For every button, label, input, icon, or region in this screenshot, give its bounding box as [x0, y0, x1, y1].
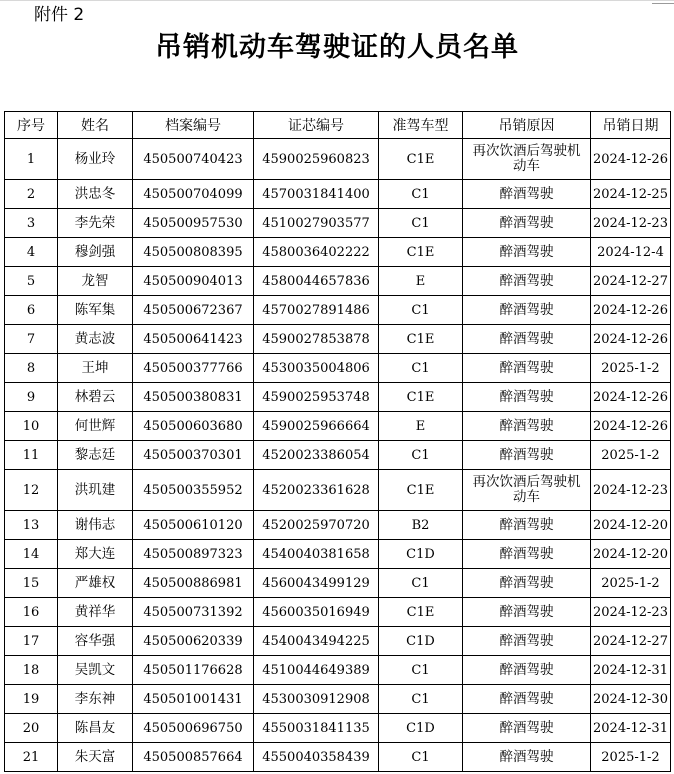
cell-reason: 醉酒驾驶 — [463, 267, 591, 296]
header-cell: 吊销日期 — [591, 112, 671, 139]
cell-core-number: 4530035004806 — [254, 354, 379, 383]
cell-reason: 醉酒驾驶 — [463, 743, 591, 772]
cell-vehicle-type: C1 — [379, 685, 463, 714]
cell-seq: 20 — [5, 714, 58, 743]
header-cell: 档案编号 — [133, 112, 254, 139]
cell-date: 2024-12-26 — [591, 412, 671, 441]
cell-file-number: 450500603680 — [133, 412, 254, 441]
cell-reason: 醉酒驾驶 — [463, 569, 591, 598]
header-cell: 准驾车型 — [379, 112, 463, 139]
cell-file-number: 450500897323 — [133, 540, 254, 569]
cell-reason: 再次饮酒后驾驶机动车 — [463, 470, 591, 511]
table-row — [5, 656, 671, 685]
cell-name: 谢伟志 — [58, 511, 133, 540]
cell-reason: 醉酒驾驶 — [463, 598, 591, 627]
cell-reason: 醉酒驾驶 — [463, 511, 591, 540]
cell-seq: 2 — [5, 180, 58, 209]
table-row — [5, 325, 671, 354]
cell-core-number: 4520023386054 — [254, 441, 379, 470]
table-row — [5, 383, 671, 412]
cell-name: 穆剑强 — [58, 238, 133, 267]
cell-name: 林碧云 — [58, 383, 133, 412]
cell-seq: 7 — [5, 325, 58, 354]
cell-core-number: 4590025953748 — [254, 383, 379, 412]
table-row — [5, 470, 671, 511]
cell-vehicle-type: C1 — [379, 209, 463, 238]
cell-date: 2024-12-31 — [591, 714, 671, 743]
cell-date: 2024-12-26 — [591, 325, 671, 354]
cell-reason: 醉酒驾驶 — [463, 180, 591, 209]
table-row — [5, 511, 671, 540]
cell-name: 容华强 — [58, 627, 133, 656]
cell-seq: 21 — [5, 743, 58, 772]
cell-date: 2024-12-20 — [591, 511, 671, 540]
cell-core-number: 4530030912908 — [254, 685, 379, 714]
cell-core-number: 4510027903577 — [254, 209, 379, 238]
cell-seq: 11 — [5, 441, 58, 470]
cell-core-number: 4560043499129 — [254, 569, 379, 598]
cell-date: 2024-12-27 — [591, 267, 671, 296]
cell-file-number: 450500740423 — [133, 139, 254, 180]
cell-vehicle-type: C1E — [379, 139, 463, 180]
cell-file-number: 450500904013 — [133, 267, 254, 296]
cell-reason: 再次饮酒后驾驶机动车 — [463, 139, 591, 180]
cell-seq: 12 — [5, 470, 58, 511]
attachment-label: 附件 2 — [34, 5, 85, 25]
table-row — [5, 296, 671, 325]
cell-name: 黄志波 — [58, 325, 133, 354]
cell-date: 2025-1-2 — [591, 569, 671, 598]
cell-vehicle-type: E — [379, 267, 463, 296]
cell-core-number: 4520025970720 — [254, 511, 379, 540]
cell-seq: 14 — [5, 540, 58, 569]
cell-core-number: 4540040381658 — [254, 540, 379, 569]
cell-reason: 醉酒驾驶 — [463, 238, 591, 267]
cell-date: 2024-12-30 — [591, 685, 671, 714]
table-row — [5, 569, 671, 598]
cell-file-number: 450500370301 — [133, 441, 254, 470]
cell-vehicle-type: C1D — [379, 627, 463, 656]
header-cell: 姓名 — [58, 112, 133, 139]
cell-vehicle-type: C1E — [379, 325, 463, 354]
table-row — [5, 209, 671, 238]
cell-date: 2024-12-23 — [591, 470, 671, 511]
table-row — [5, 540, 671, 569]
cell-seq: 4 — [5, 238, 58, 267]
cell-file-number: 450500672367 — [133, 296, 254, 325]
cell-seq: 13 — [5, 511, 58, 540]
cell-core-number: 4590025960823 — [254, 139, 379, 180]
cell-seq: 5 — [5, 267, 58, 296]
cell-file-number: 450500704099 — [133, 180, 254, 209]
cell-name: 吴凯文 — [58, 656, 133, 685]
cell-name: 龙智 — [58, 267, 133, 296]
cell-seq: 19 — [5, 685, 58, 714]
cell-reason: 醉酒驾驶 — [463, 627, 591, 656]
cell-date: 2024-12-25 — [591, 180, 671, 209]
cell-seq: 16 — [5, 598, 58, 627]
cell-vehicle-type: B2 — [379, 511, 463, 540]
cell-name: 严雄权 — [58, 569, 133, 598]
cell-core-number: 4580036402222 — [254, 238, 379, 267]
cell-reason: 醉酒驾驶 — [463, 354, 591, 383]
cell-file-number: 450500857664 — [133, 743, 254, 772]
cell-date: 2024-12-31 — [591, 656, 671, 685]
cell-vehicle-type: C1 — [379, 180, 463, 209]
cell-core-number: 4550031841135 — [254, 714, 379, 743]
cell-date: 2024-12-27 — [591, 627, 671, 656]
cell-core-number: 4550040358439 — [254, 743, 379, 772]
cell-seq: 15 — [5, 569, 58, 598]
cell-file-number: 450500380831 — [133, 383, 254, 412]
cell-date: 2024-12-23 — [591, 598, 671, 627]
cell-file-number: 450500641423 — [133, 325, 254, 354]
cell-core-number: 4520023361628 — [254, 470, 379, 511]
cell-seq: 10 — [5, 412, 58, 441]
cell-vehicle-type: C1 — [379, 656, 463, 685]
cell-reason: 醉酒驾驶 — [463, 412, 591, 441]
cell-core-number: 4580044657836 — [254, 267, 379, 296]
cell-vehicle-type: C1 — [379, 441, 463, 470]
cell-reason: 醉酒驾驶 — [463, 441, 591, 470]
cell-date: 2024-12-26 — [591, 139, 671, 180]
cell-date: 2024-12-26 — [591, 296, 671, 325]
cell-seq: 17 — [5, 627, 58, 656]
cell-core-number: 4540043494225 — [254, 627, 379, 656]
cell-reason: 醉酒驾驶 — [463, 540, 591, 569]
table-row — [5, 627, 671, 656]
cell-file-number: 450501001431 — [133, 685, 254, 714]
table-header-row — [5, 112, 671, 139]
cell-reason: 醉酒驾驶 — [463, 325, 591, 354]
cell-date: 2025-1-2 — [591, 743, 671, 772]
cell-vehicle-type: E — [379, 412, 463, 441]
page-corner-mark — [652, 0, 674, 4]
cell-vehicle-type: C1E — [379, 238, 463, 267]
cell-vehicle-type: C1D — [379, 714, 463, 743]
header-cell: 吊销原因 — [463, 112, 591, 139]
cell-reason: 醉酒驾驶 — [463, 685, 591, 714]
cell-name: 陈军集 — [58, 296, 133, 325]
cell-name: 何世辉 — [58, 412, 133, 441]
cell-seq: 8 — [5, 354, 58, 383]
cell-date: 2024-12-4 — [591, 238, 671, 267]
cell-name: 李东神 — [58, 685, 133, 714]
cell-core-number: 4560035016949 — [254, 598, 379, 627]
cell-name: 陈昌友 — [58, 714, 133, 743]
cell-name: 郑大连 — [58, 540, 133, 569]
cell-file-number: 450500620339 — [133, 627, 254, 656]
cell-seq: 3 — [5, 209, 58, 238]
cell-vehicle-type: C1 — [379, 569, 463, 598]
table-row — [5, 139, 671, 180]
cell-date: 2024-12-26 — [591, 383, 671, 412]
cell-file-number: 450500355952 — [133, 470, 254, 511]
table-row — [5, 714, 671, 743]
cell-core-number: 4570031841400 — [254, 180, 379, 209]
cell-vehicle-type: C1E — [379, 383, 463, 412]
cell-name: 王坤 — [58, 354, 133, 383]
cell-file-number: 450500377766 — [133, 354, 254, 383]
cell-date: 2025-1-2 — [591, 354, 671, 383]
cell-core-number: 4590027853878 — [254, 325, 379, 354]
cell-file-number: 450500886981 — [133, 569, 254, 598]
cell-reason: 醉酒驾驶 — [463, 656, 591, 685]
cell-file-number: 450500808395 — [133, 238, 254, 267]
page-top-border — [0, 0, 674, 1]
cell-name: 李先荣 — [58, 209, 133, 238]
header-cell: 证芯编号 — [254, 112, 379, 139]
cell-file-number: 450500731392 — [133, 598, 254, 627]
table-row — [5, 598, 671, 627]
cell-reason: 醉酒驾驶 — [463, 296, 591, 325]
cell-vehicle-type: C1E — [379, 470, 463, 511]
cell-seq: 1 — [5, 139, 58, 180]
cell-name: 朱天富 — [58, 743, 133, 772]
cell-reason: 醉酒驾驶 — [463, 209, 591, 238]
cell-core-number: 4590025966664 — [254, 412, 379, 441]
cell-date: 2025-1-2 — [591, 441, 671, 470]
table-row — [5, 685, 671, 714]
cell-vehicle-type: C1E — [379, 598, 463, 627]
cell-name: 洪忠冬 — [58, 180, 133, 209]
cell-reason: 醉酒驾驶 — [463, 714, 591, 743]
table-row — [5, 441, 671, 470]
cell-name: 洪玑建 — [58, 470, 133, 511]
cell-name: 杨业玲 — [58, 139, 133, 180]
cell-reason: 醉酒驾驶 — [463, 383, 591, 412]
table-row — [5, 354, 671, 383]
cell-name: 黄祥华 — [58, 598, 133, 627]
table-row — [5, 180, 671, 209]
table-row — [5, 238, 671, 267]
cell-file-number: 450500610120 — [133, 511, 254, 540]
revocation-table — [4, 111, 671, 772]
document-title: 吊销机动车驾驶证的人员名单 — [155, 32, 519, 63]
cell-file-number: 450500957530 — [133, 209, 254, 238]
cell-core-number: 4570027891486 — [254, 296, 379, 325]
cell-vehicle-type: C1 — [379, 354, 463, 383]
cell-seq: 9 — [5, 383, 58, 412]
header-cell: 序号 — [5, 112, 58, 139]
table-row — [5, 743, 671, 772]
cell-vehicle-type: C1 — [379, 743, 463, 772]
table-row — [5, 267, 671, 296]
cell-vehicle-type: C1D — [379, 540, 463, 569]
cell-date: 2024-12-23 — [591, 209, 671, 238]
cell-vehicle-type: C1 — [379, 296, 463, 325]
cell-name: 黎志廷 — [58, 441, 133, 470]
cell-date: 2024-12-20 — [591, 540, 671, 569]
cell-file-number: 450500696750 — [133, 714, 254, 743]
cell-file-number: 450501176628 — [133, 656, 254, 685]
cell-core-number: 4510044649389 — [254, 656, 379, 685]
cell-seq: 18 — [5, 656, 58, 685]
table-row — [5, 412, 671, 441]
cell-seq: 6 — [5, 296, 58, 325]
